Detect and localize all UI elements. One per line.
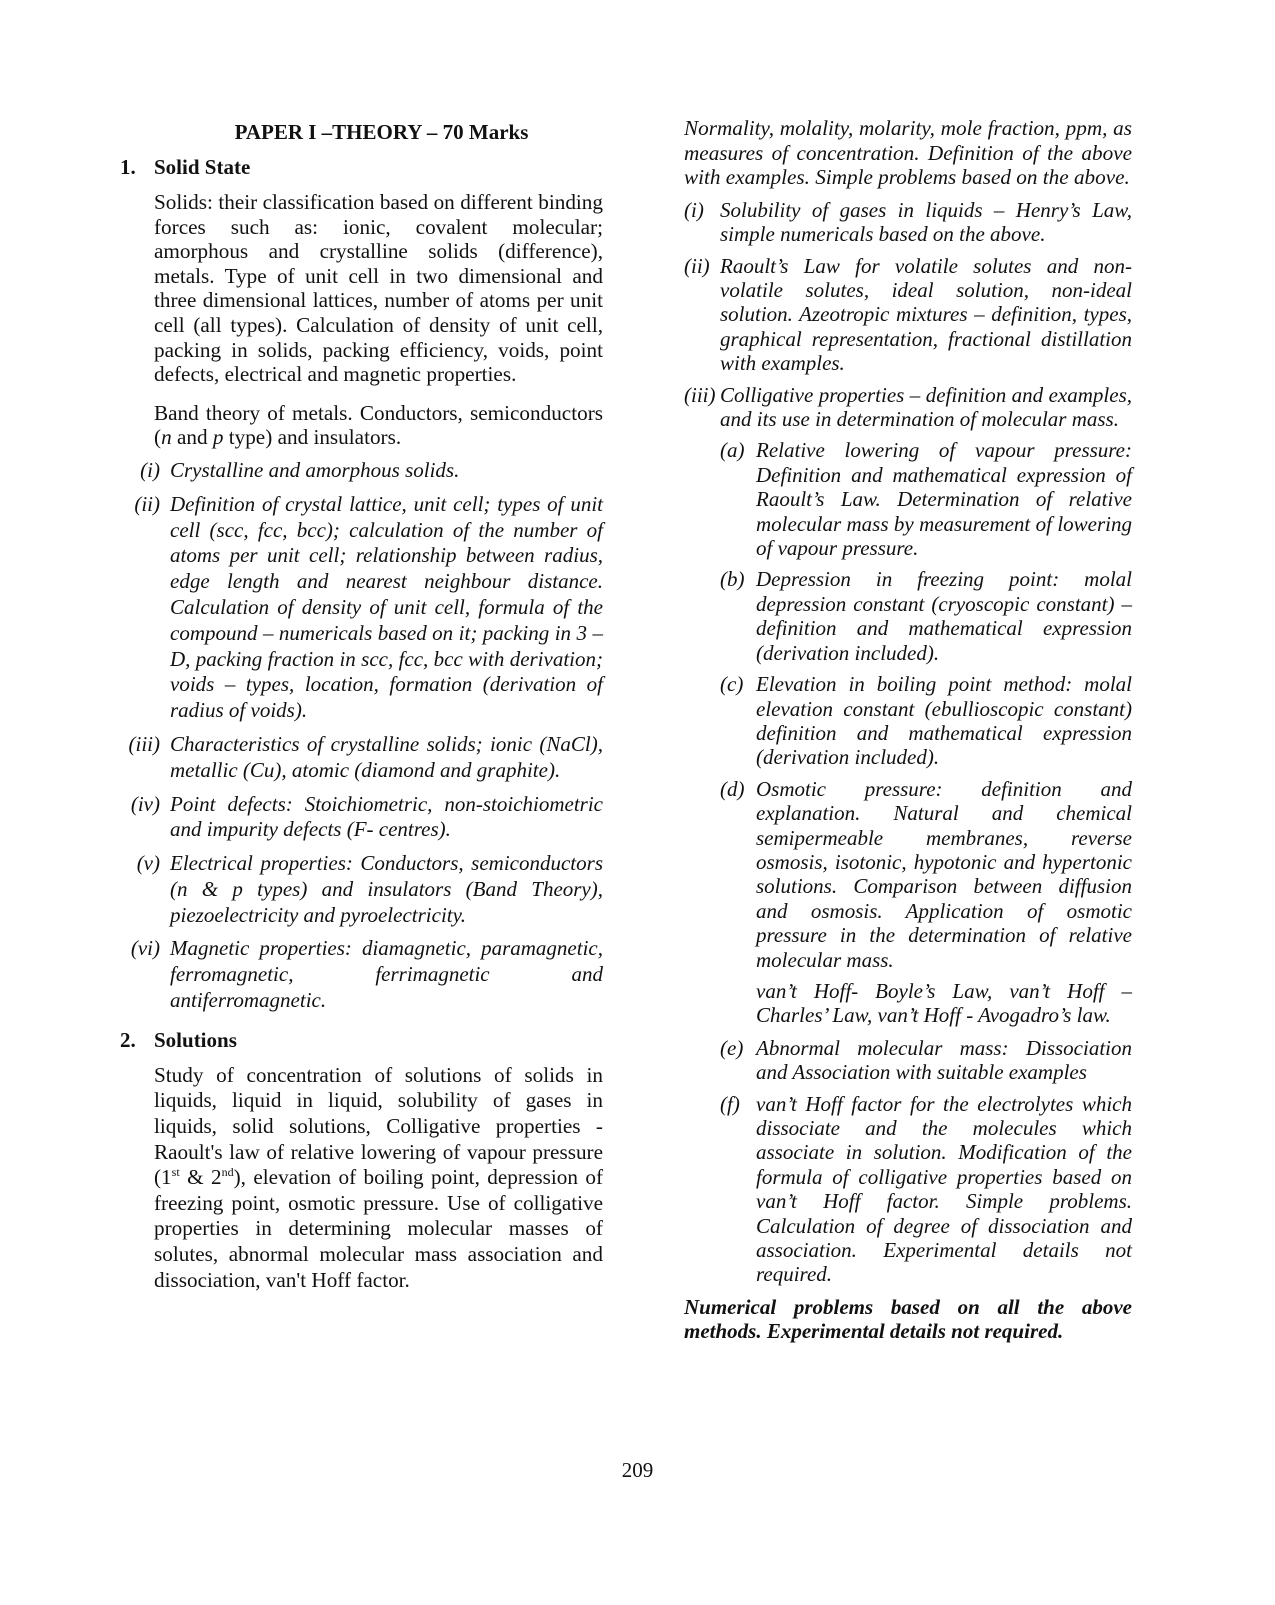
numerical-problems-note: Numerical problems based on all the above methods. Experimental details not required. (684, 1294, 1132, 1344)
concentration-paragraph: Normality, molality, molarity, mole fraction, ppm, as measures of concentration. Definition of the above with examples. Simple problems based on the above. (684, 116, 1132, 190)
section-title: Solid State (154, 155, 251, 179)
page-number: 209 (621, 1458, 654, 1482)
left-column (120, 116, 603, 1307)
sub-list-item: (e) Abnormal molecular mass: Dissociation and Association with suitable examples (720, 1035, 1132, 1085)
list-item: (v) Electrical properties: Conductors, semiconductors (n & p types) and insulators (Band Theory), piezoelectricity and pyroelectricity. (136, 851, 603, 927)
solutions-paragraph: Study of concentration of solutions of solids in liquids, liquid in liquid, solubility of gases in liquids, solid solutions, Colligative properties - Raoult's law of relative lowering of vapour pressure (1st & 2nd), elevation of boiling point, depression of freezing point, osmotic pressure. Use of colligative properties in determining molecular masses of solutes, abnormal molecular mass association and dissociation, van't Hoff factor. (154, 1062, 603, 1292)
sub-list-item: (d) Osmotic pressure: definition and explanation. Natural and chemical semipermeable membranes, reverse osmosis, isotonic, hypotonic and hypertonic solutions. Comparison between diffusion and osmosis. Application of osmotic pressure in the determination of relative molecular mass. (720, 776, 1132, 972)
section-number: 1. (120, 155, 136, 179)
list-item: (ii) Raoult’s Law for volatile solutes and non-volatile solutes, ideal solution, non-ideal solution. Azeotropic mixtures – definition, types, graphical representation, fractional distillation with examples. (684, 253, 1132, 376)
solid-state-paragraph: Solids: their classification based on different binding forces such as: ionic, covalent molecular; amorphous and crystalline solids (difference), metals. Type of unit cell in two dimensional and three dimensional lattices, number of atoms per unit cell (all types). Calculation of density of unit cell, packing in solids, packing efficiency, voids, point defects, electrical and magnetic properties. (154, 190, 603, 387)
band-theory-paragraph: Band theory of metals. Conductors, semiconductors (n and p type) and insulators. (154, 400, 603, 450)
list-item: (i) Crystalline and amorphous solids. (140, 457, 460, 482)
sub-list-item: (c) Elevation in boiling point method: molal elevation constant (ebullioscopic constant) definition and mathematical expression (derivation included). (720, 672, 1132, 770)
list-item: (iv) Point defects: Stoichiometric, non-stoichiometric and impurity defects (F- centres). (130, 791, 603, 842)
section-number: 2. (120, 1027, 136, 1052)
list-item: (i) Solubility of gases in liquids – Henry’s Law, simple numericals based on the above. (684, 197, 1132, 247)
page-title: PAPER I –THEORY – 70 Marks (234, 120, 529, 144)
sub-list-item: (a) Relative lowering of vapour pressure: Definition and mathematical expression of Raoult’s Law. Determination of relative molecular mass by measurement of lowering of vapour pressure. (720, 438, 1132, 561)
section-title: Solutions (154, 1027, 237, 1052)
list-item: (iii) Characteristics of crystalline solids; ionic (NaCl), metallic (Cu), atomic (diamond and graphite). (128, 731, 603, 782)
vant-hoff-laws: van’t Hoff- Boyle’s Law, van’t Hoff – Charles’ Law, van’t Hoff - Avogadro’s law. (756, 978, 1132, 1028)
section-heading-solid-state (120, 155, 603, 180)
sub-list-item: (b) Depression in freezing point: molal depression constant (cryoscopic constant) – definition and mathematical expression (derivation included). (720, 567, 1132, 665)
right-column (684, 116, 1132, 1344)
sub-list-item: (f) van’t Hoff factor for the electrolytes which dissociate and the molecules which associate in solution. Modification of the formula of colligative properties based on van’t Hoff factor. Simple problems. Calculation of degree of dissociation and association. Experimental details not required. (720, 1091, 1132, 1287)
list-item: (vi) Magnetic properties: diamagnetic, paramagnetic, ferromagnetic, ferrimagnetic and antiferromagnetic. (130, 936, 603, 1013)
section-heading-solutions (120, 1028, 603, 1053)
list-item: (iii) Colligative properties – definition and examples, and its use in determination of molecular mass. (684, 382, 1132, 432)
list-item: (ii) Definition of crystal lattice, unit cell; types of unit cell (scc, fcc, bcc); calculation of the number of atoms per unit cell; relationship between radius, edge length and nearest neighbour distance. Calculation of density of unit cell, formula of the compound – numericals based on it; packing in 3 – D, packing fraction in scc, fcc, bcc with derivation; voids – types, location, formation (derivation of radius of voids). (134, 491, 603, 723)
